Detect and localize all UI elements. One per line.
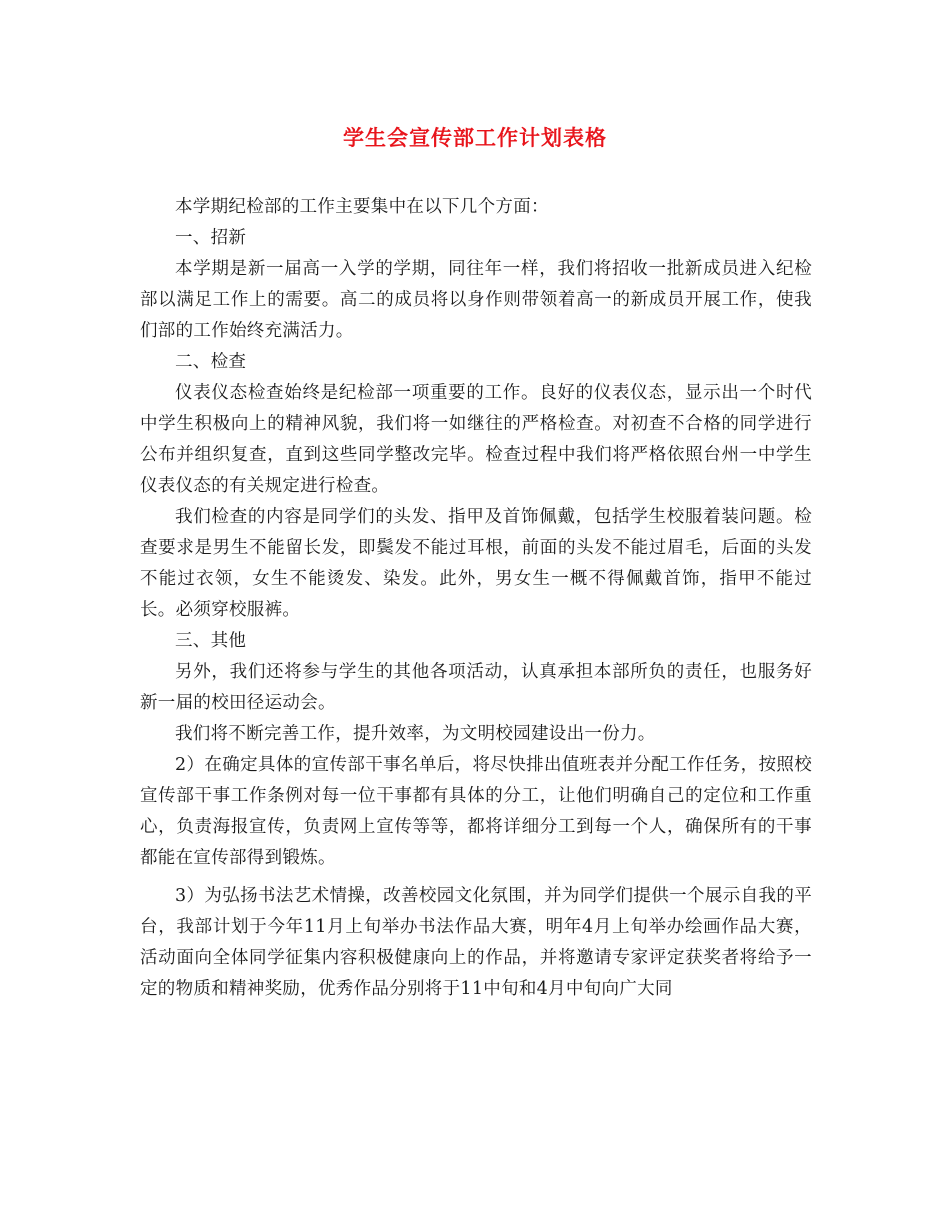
document-title: 学生会宣传部工作计划表格 bbox=[343, 125, 607, 150]
section-heading-other: 三、其他 bbox=[175, 631, 247, 651]
paragraph-item-3: 3）为弘扬书法艺术情操，改善校园文化氛围，并为同学们提供一个展示自我的平台，我部计划于今年11月上旬举办书法作品大赛，明年4月上旬举办绘画作品大赛，活动面向全体同学征集内容积极健康向上的作品，并将邀请专家评定获奖者将给予一定的物质和精神奖励，优秀作品分别将于11中旬和4月中旬向广大同 bbox=[140, 886, 812, 999]
paragraph-recruit: 本学期是新一届高一入学的学期，同往年一样，我们将招收一批新成员进入纪检部以满足工作上的需要。高二的成员将以身作则带领着高一的新成员开展工作，使我们部的工作始终充满活力。 bbox=[140, 259, 812, 341]
paragraph-inspection-content: 我们检查的内容是同学们的头发、指甲及首饰佩戴，包括学生校服着装问题。检查要求是男生不能留长发，即鬓发不能过耳根，前面的头发不能过眉毛，后面的头发不能过衣领，女生不能烫发、染发。此外，男女生一概不得佩戴首饰，指甲不能过长。必须穿校服裤。 bbox=[140, 507, 812, 620]
paragraph-item-2: 2）在确定具体的宣传部干事名单后，将尽快排出值班表并分配工作任务，按照校宣传部干事工作条例对每一位干事都有具体的分工，让他们明确自己的定位和工作重心，负责海报宣传，负责网上宣传等等，都将详细分工到每一个人，确保所有的干事都能在宣传部得到锻炼。 bbox=[140, 755, 812, 868]
paragraph-other: 另外，我们还将参与学生的其他各项活动，认真承担本部所负的责任，也服务好新一届的校田径运动会。 bbox=[140, 662, 812, 713]
document-body bbox=[140, 192, 812, 1005]
paragraph-summary: 我们将不断完善工作，提升效率，为文明校园建设出一份力。 bbox=[175, 724, 656, 744]
section-heading-inspection: 二、检查 bbox=[175, 352, 247, 372]
paragraph-inspection: 仪表仪态检查始终是纪检部一项重要的工作。良好的仪表仪态，显示出一个时代中学生积极向上的精神风貌，我们将一如继往的严格检查。对初查不合格的同学进行公布并组织复查，直到这些同学整改完毕。检查过程中我们将严格依照台州一中学生仪表仪态的有关规定进行检查。 bbox=[140, 383, 812, 496]
paragraph-intro: 本学期纪检部的工作主要集中在以下几个方面： bbox=[175, 197, 549, 217]
section-heading-recruit: 一、招新 bbox=[175, 228, 247, 248]
